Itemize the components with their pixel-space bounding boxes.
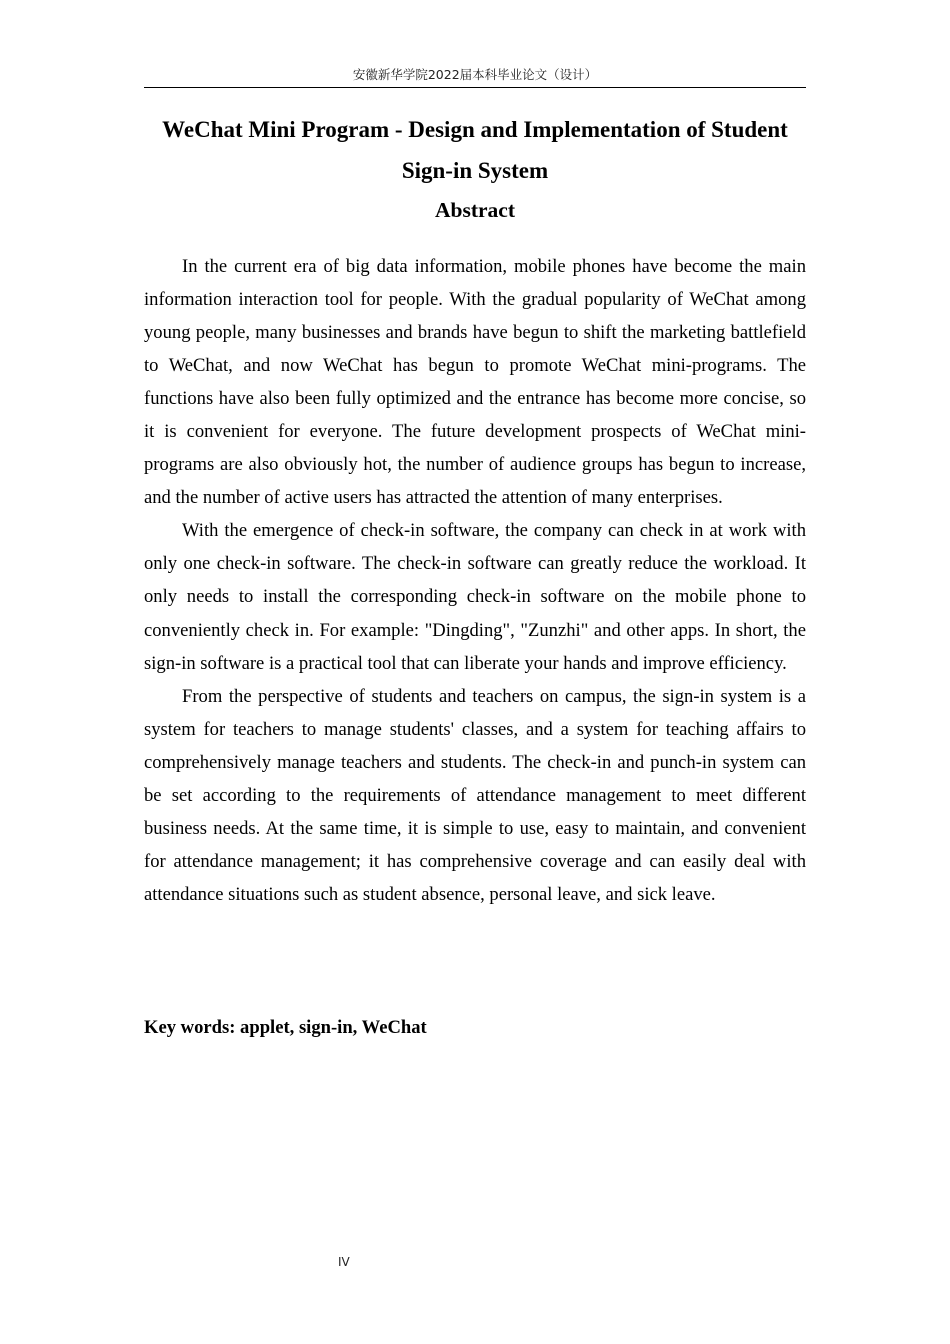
abstract-paragraph-2: With the emergence of check-in software, the company can check in at work with only one check-in software. The check-in software can greatly reduce the workload. It only needs to install the corresponding check-in software on the mobile phone to conveniently check in. For example: "Dingding", "Zunzhi" and other apps. In short, the sign-in software is a practical tool that can liberate your hands and improve efficiency. [144,520,806,674]
abstract-paragraph-3: From the perspective of students and teachers on campus, the sign-in system is a system for teachers to manage students' classes, and a system for teaching affairs to comprehensively manage teachers and students. The check-in and punch-in system can be set according to the requirements of attendance management to meet different business needs. At the same time, it is simple to use, easy to maintain, and convenient for attendance management; it has comprehensive coverage and can easily deal with attendance situations such as student absence, personal leave, and sick leave. [144,685,806,905]
abstract-heading: Abstract [434,198,515,222]
page-number: IV [338,1255,350,1269]
header-divider [144,87,806,88]
abstract-paragraph-1: In the current era of big data information, mobile phones have become the main information interaction tool for people. With the gradual popularity of WeChat among young people, many businesses and brands have begun to shift the marketing battlefield to WeChat, and now WeChat has begun to promote WeChat mini-programs. The functions have also been fully optimized and the entrance has become more concise, so it is convenient for everyone. The future development prospects of WeChat mini-programs are also obviously hot, the number of audience groups has begun to increase, and the number of active users has attracted the attention of many enterprises. [144,256,806,509]
abstract-body [144,250,806,911]
page-header: 安徽新华学院2022届本科毕业论文（设计） [352,67,598,82]
keywords: Key words: applet, sign-in, WeChat [144,1017,427,1038]
document-title: WeChat Mini Program - Design and Implementation of Student Sign-in System [162,117,788,183]
